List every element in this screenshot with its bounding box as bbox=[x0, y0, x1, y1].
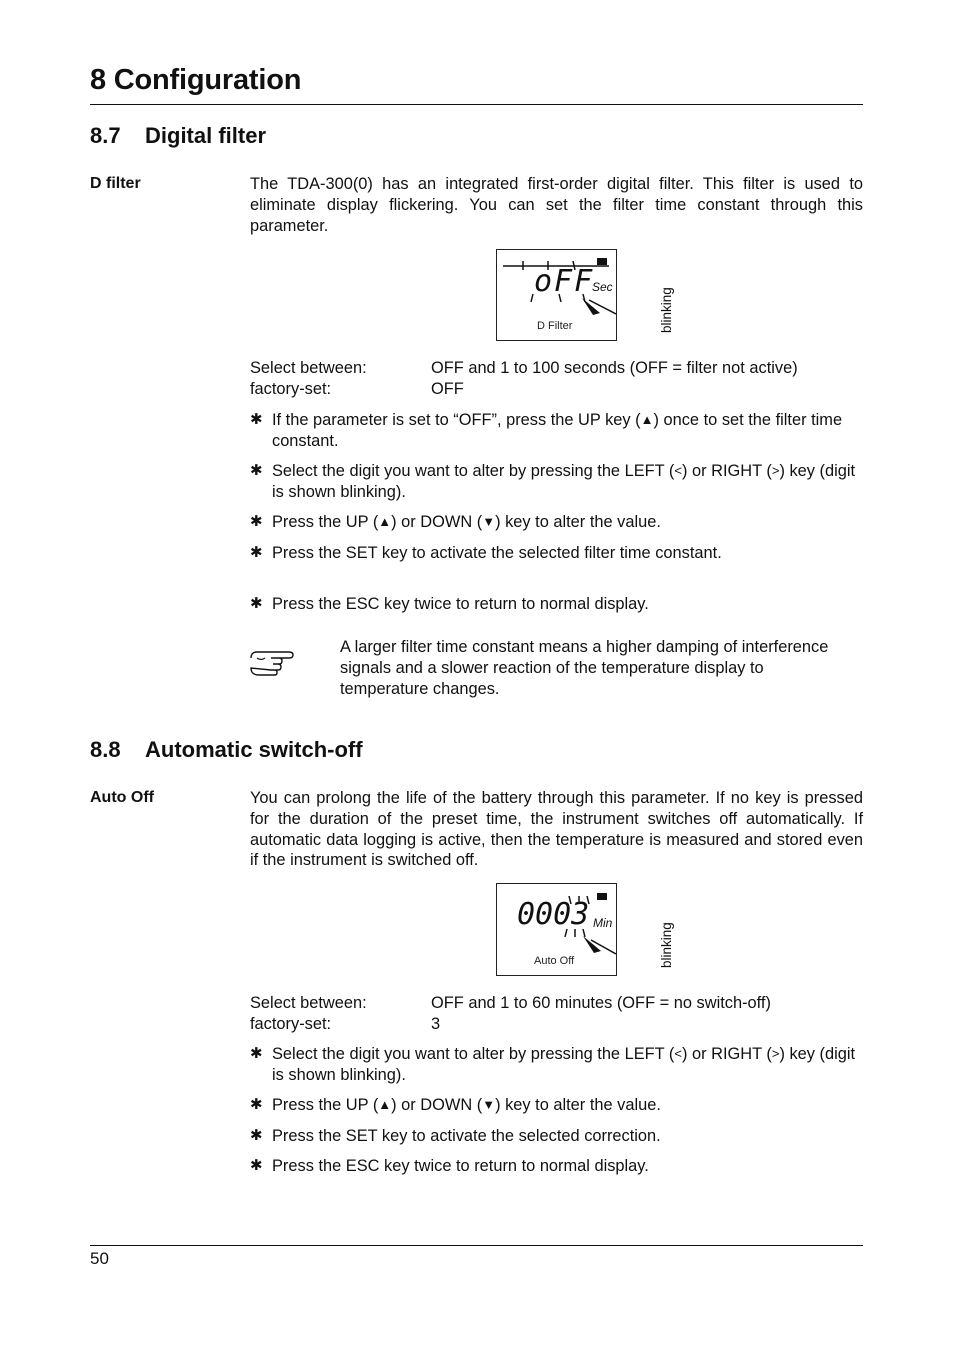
up-key-icon: ▲ bbox=[640, 412, 654, 427]
parameter-label-auto-off: Auto Off bbox=[90, 789, 154, 806]
select-between-label: Select between: bbox=[250, 359, 367, 377]
lcd-display-auto-off bbox=[496, 883, 617, 976]
lcd-digits: oFF bbox=[534, 264, 595, 299]
asterisk-icon: ✱ bbox=[250, 1045, 263, 1062]
parameter-label-d-filter: D filter bbox=[90, 175, 141, 192]
asterisk-icon: ✱ bbox=[250, 1157, 263, 1174]
asterisk-icon: ✱ bbox=[250, 1127, 263, 1144]
header-rule bbox=[90, 104, 863, 105]
section-title: Digital filter bbox=[145, 123, 267, 148]
select-between-value: OFF and 1 to 60 minutes (OFF = no switch-off) bbox=[431, 994, 771, 1012]
asterisk-icon: ✱ bbox=[250, 411, 263, 428]
asterisk-icon: ✱ bbox=[250, 1096, 263, 1113]
list-item: ✱ Press the UP (▲) or DOWN (▼) key to alter the value. bbox=[250, 1096, 661, 1114]
asterisk-icon: ✱ bbox=[250, 595, 263, 612]
factory-set-value: 3 bbox=[431, 1015, 441, 1033]
right-key-icon: > bbox=[771, 1046, 780, 1061]
lcd-unit: Sec bbox=[592, 280, 613, 294]
left-key-icon: < bbox=[674, 1046, 682, 1061]
lcd-caption: Auto Off bbox=[534, 955, 575, 967]
page-number: 50 bbox=[90, 1249, 109, 1268]
asterisk-icon: ✱ bbox=[250, 462, 263, 479]
factory-set-value: OFF bbox=[431, 380, 464, 398]
blinking-annotation: blinking bbox=[659, 922, 674, 968]
note-text: A larger filter time constant means a higher damping of interference signals and a slower reaction of the temperature display to temperature changes. bbox=[340, 638, 829, 698]
left-key-icon: < bbox=[674, 463, 682, 478]
up-key-icon: ▲ bbox=[378, 514, 392, 529]
select-between-value: OFF and 1 to 100 seconds (OFF = filter not active) bbox=[431, 359, 798, 377]
section-number: 8.8 bbox=[90, 737, 121, 762]
list-item: ✱ Press the SET key to activate the selected correction. bbox=[250, 1127, 661, 1145]
battery-icon bbox=[597, 893, 607, 900]
list-item: ✱ Press the SET key to activate the selected filter time constant. bbox=[250, 544, 722, 562]
section-title: Automatic switch-off bbox=[145, 737, 363, 762]
list-item: ✱ Select the digit you want to alter by pressing the LEFT (<) or RIGHT (>) key (digit is shown blinking). bbox=[250, 1045, 856, 1084]
factory-set-label: factory-set: bbox=[250, 1015, 332, 1033]
list-item: ✱ Select the digit you want to alter by pressing the LEFT (<) or RIGHT (>) key (digit is shown blinking). bbox=[250, 462, 856, 501]
asterisk-icon: ✱ bbox=[250, 544, 263, 561]
down-key-icon: ▼ bbox=[482, 1097, 496, 1112]
list-item: ✱ If the parameter is set to “OFF”, press the UP key (▲) once to set the filter time constant. bbox=[250, 411, 843, 450]
lcd-display-d-filter bbox=[496, 249, 617, 341]
d-filter-intro: The TDA-300(0) has an integrated first-order digital filter. This filter is used to eliminate display flickering. You can set the filter time constant through this parameter. bbox=[250, 175, 863, 235]
footer-rule bbox=[90, 1245, 863, 1246]
section-heading-automatic-switch-off bbox=[90, 737, 363, 763]
pointing-hand-icon bbox=[249, 648, 295, 678]
lcd-digits: 0003 bbox=[517, 897, 590, 932]
battery-icon bbox=[597, 258, 607, 265]
auto-off-intro: You can prolong the life of the battery through this parameter. If no key is pressed for the duration of the preset time, the instrument switches off automatically. If automatic data logging is active, then the temperature is measured and stored even if the instrument is switched off. bbox=[250, 789, 863, 870]
blinking-annotation: blinking bbox=[659, 287, 674, 333]
section-number: 8.7 bbox=[90, 123, 121, 148]
list-item: ✱ Press the ESC key twice to return to normal display. bbox=[250, 1157, 649, 1175]
lcd-caption: D Filter bbox=[537, 320, 573, 332]
factory-set-label: factory-set: bbox=[250, 380, 332, 398]
asterisk-icon: ✱ bbox=[250, 513, 263, 530]
select-between-label: Select between: bbox=[250, 994, 367, 1012]
list-item: ✱ Press the ESC key twice to return to normal display. bbox=[250, 595, 649, 613]
lcd-unit: Min bbox=[593, 916, 613, 930]
right-key-icon: > bbox=[771, 463, 780, 478]
down-key-icon: ▼ bbox=[482, 514, 496, 529]
list-item: ✱ Press the UP (▲) or DOWN (▼) key to alter the value. bbox=[250, 513, 661, 531]
chapter-title: 8 Configuration bbox=[90, 64, 302, 96]
section-heading-digital-filter bbox=[90, 123, 266, 149]
up-key-icon: ▲ bbox=[378, 1097, 392, 1112]
